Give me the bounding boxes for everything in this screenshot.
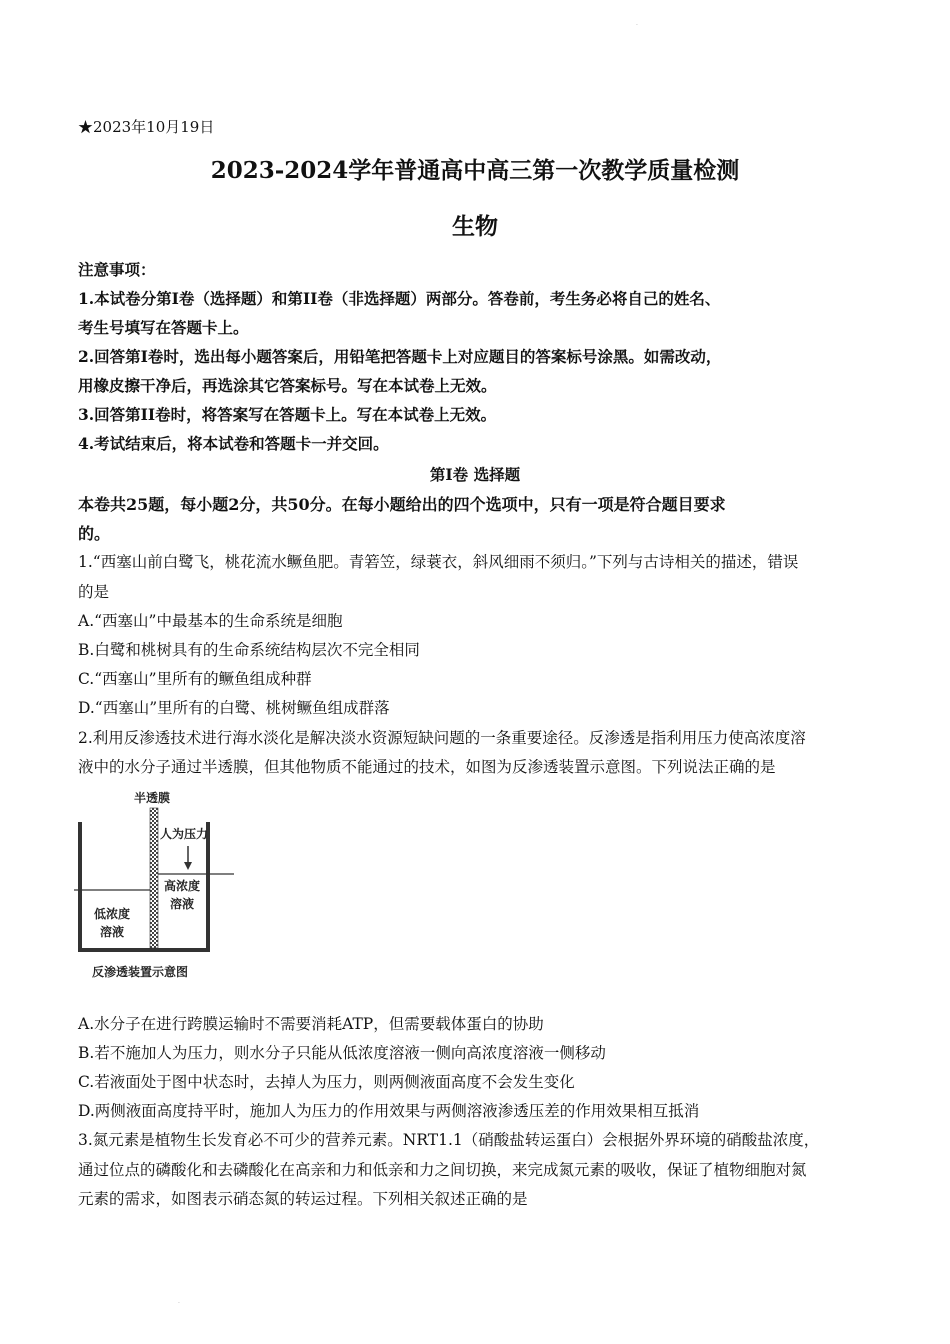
subject-title: 生物 — [452, 213, 498, 240]
container-left-wall — [78, 822, 82, 952]
q1-option-c: C.“西塞山”里所有的鳜鱼组成种群 — [78, 670, 312, 688]
stray-mark-bottom: . — [178, 1298, 180, 1305]
high-conc-label: 高浓度 — [164, 879, 201, 893]
semipermeable-membrane — [150, 808, 158, 948]
q2-stem: 液中的水分子通过半透膜，但其他物质不能通过的技术，如图为反渗透装置示意图。下列说法正确的是 — [78, 758, 776, 776]
q2-option-d: D.两侧液面高度持平时，施加人为压力的作用效果与两侧溶液渗透压差的作用效果相互抵消 — [78, 1102, 700, 1120]
q3-stem: 通过位点的磷酸化和去磷酸化在高亲和力和低亲和力之间切换，来完成氮元素的吸收，保证了植物细胞对氮 — [78, 1161, 807, 1179]
q1-stem: 1.“西塞山前白鹭飞，桃花流水鳜鱼肥。青箬笠，绿蓑衣，斜风细雨不须归。”下列与古诗相关的描述，错误 — [78, 553, 799, 571]
reverse-osmosis-diagram — [74, 782, 234, 982]
pressure-arrowhead — [184, 862, 192, 870]
notes-line: 用橡皮擦干净后，再选涂其它答案标号。写在本试卷上无效。 — [78, 376, 497, 395]
q3-stem: 元素的需求，如图表示硝态氮的转运过程。下列相关叙述正确的是 — [78, 1190, 528, 1208]
figure-caption: 反渗透装置示意图 — [92, 965, 189, 979]
q2-option-b: B.若不施加人为压力，则水分子只能从低浓度溶液一侧向高浓度溶液一侧移动 — [78, 1044, 606, 1062]
q2-option-a: A.水分子在进行跨膜运输时不需要消耗ATP，但需要载体蛋白的协助 — [78, 1015, 544, 1033]
membrane-label: 半透膜 — [134, 791, 171, 805]
section-intro: 本卷共25题，每小题2分，共50分。在每小题给出的四个选项中，只有一项是符合题目要求 — [78, 495, 726, 514]
notes-line: 考生号填写在答题卡上。 — [78, 318, 249, 337]
q2-option-c: C.若液面处于图中状态时，去掉人为压力，则两侧液面高度不会发生变化 — [78, 1073, 575, 1091]
container-bottom — [78, 948, 210, 952]
section-intro: 的。 — [78, 524, 111, 543]
notes-line: 1.本试卷分第I卷（选择题）和第II卷（非选择题）两部分。答卷前，考生务必将自己的姓名、 — [78, 289, 721, 308]
notes-heading: 注意事项： — [78, 260, 156, 279]
q1-option-b: B.白鹭和桃树具有的生命系统结构层次不完全相同 — [78, 641, 420, 659]
notes-line: 4.考试结束后，将本试卷和答题卡一并交回。 — [78, 434, 389, 453]
low-conc-label-2: 溶液 — [100, 925, 125, 939]
q1-option-a: A.“西塞山”中最基本的生命系统是细胞 — [78, 612, 343, 630]
high-conc-label-2: 溶液 — [170, 897, 195, 911]
stray-mark-top: . — [636, 20, 638, 27]
notes-line: 3.回答第II卷时，将答案写在答题卡上。写在本试卷上无效。 — [78, 405, 497, 424]
q3-stem: 3.氮元素是植物生长发育必不可少的营养元素。NRT1.1（硝酸盐转运蛋白）会根据外界环境的硝酸盐浓度， — [78, 1131, 820, 1149]
notes-line: 2.回答第I卷时，选出每小题答案后，用铅笔把答题卡上对应题目的答案标号涂黑。如需改动， — [78, 347, 722, 366]
section-title: 第I卷 选择题 — [429, 465, 521, 484]
q1-option-d: D.“西塞山”里所有的白鹭、桃树鳜鱼组成群落 — [78, 699, 390, 717]
low-conc-label: 低浓度 — [94, 907, 131, 921]
exam-date: ★2023年10月19日 — [78, 118, 215, 136]
pressure-label: 人为压力 — [160, 827, 209, 841]
q1-stem: 的是 — [78, 583, 110, 601]
exam-title: 2023-2024学年普通高中高三第一次教学质量检测 — [210, 157, 740, 184]
container-right-wall — [206, 822, 210, 952]
q2-stem: 2.利用反渗透技术进行海水淡化是解决淡水资源短缺问题的一条重要途径。反渗透是指利用压力使高浓度溶 — [78, 729, 806, 747]
reverse-osmosis-figure — [74, 782, 234, 982]
